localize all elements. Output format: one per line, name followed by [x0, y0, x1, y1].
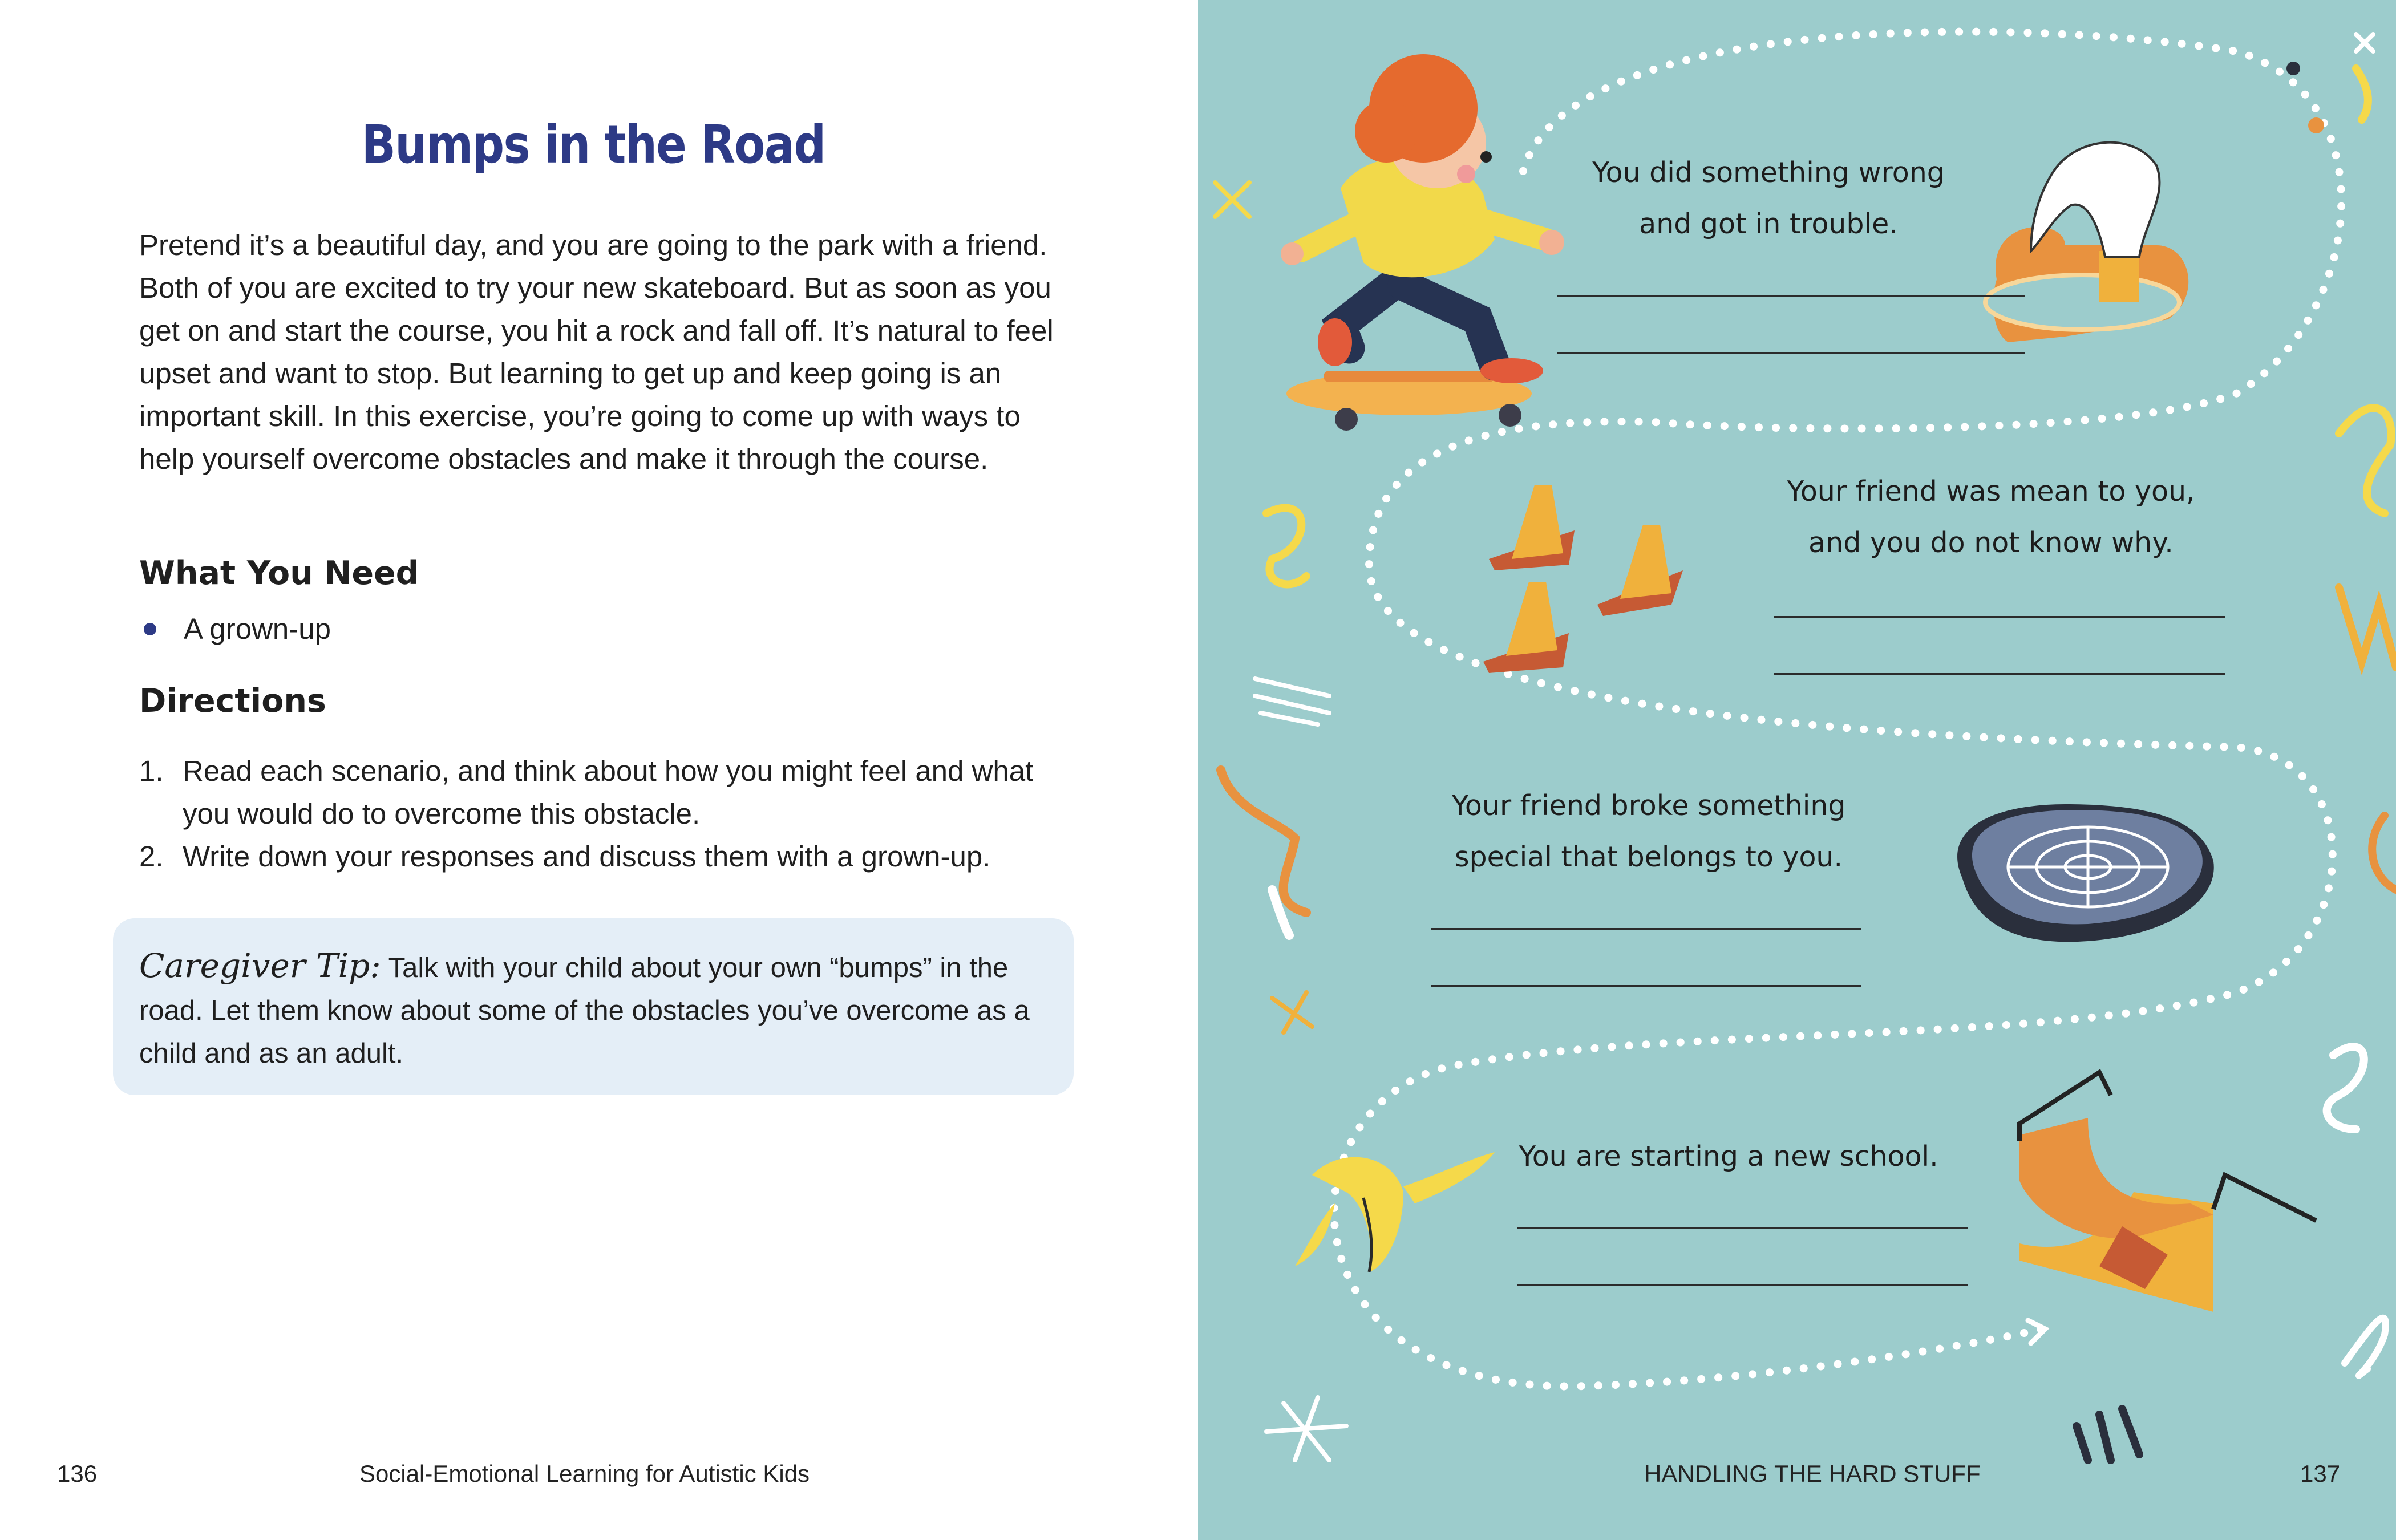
scenario-3 [1426, 780, 1871, 883]
answer-line[interactable] [1431, 985, 1861, 987]
book-title-footer: Social-Emotional Learning for Autistic Kids [359, 1460, 810, 1487]
dot-icon [2308, 117, 2324, 133]
zigzag-icon [2339, 587, 2396, 667]
traffic-cones-icon [1483, 485, 1683, 673]
dot-icon [2286, 62, 2300, 75]
need-item-text: A grown-up [184, 613, 331, 645]
answer-line[interactable] [1774, 673, 2225, 675]
answer-line[interactable] [1431, 928, 1861, 930]
answer-line[interactable] [1774, 616, 2225, 618]
directions-heading: Directions [139, 682, 326, 720]
scenario-1-line-2: and got in trouble. [1639, 208, 1898, 240]
banana-peel-icon [1295, 1152, 1495, 1272]
what-you-need-heading: What You Need [139, 554, 419, 592]
direction-number: 1. [139, 755, 164, 787]
scenario-1-line-1: You did something wrong [1592, 156, 1945, 189]
sparkle-icon [2356, 34, 2373, 51]
caregiver-tip-body: Talk with your child about your own “bumps” in the road. Let them know about some of the obstacles you’ve overcome as a child and as an adult. [139, 953, 1030, 1069]
direction-number: 2. [139, 840, 164, 873]
scenario-2-line-2: and you do not know why. [1808, 526, 2174, 559]
right-page [1198, 0, 2396, 1540]
scenario-3-line-2: special that belongs to you. [1454, 841, 1843, 873]
page-number-left: 136 [57, 1460, 98, 1487]
stroke-lines-icon [1255, 679, 1329, 724]
answer-line[interactable] [1517, 1284, 1968, 1286]
scenario-4 [1506, 1131, 1951, 1182]
bullet-icon [144, 623, 156, 635]
scenario-2 [1768, 466, 2213, 569]
stroke-lines-icon [2077, 1409, 2139, 1460]
squiggle-icon [2339, 408, 2391, 513]
loop-icon [2345, 1318, 2386, 1376]
sparkle-icon [1266, 1397, 1346, 1460]
scenario-3-line-1: Your friend broke something [1451, 789, 1846, 822]
directions-list [139, 749, 1075, 878]
answer-line[interactable] [1557, 352, 2025, 354]
intro-paragraph: Pretend it’s a beautiful day, and you are going to the park with a friend. Both of you are excited to try your new skateboard. But as soon as you get on and start the course, you hit a rock and fall off. It’s natural to feel upset and want to stop. But learning to get up and keep going is an important skill. In this exercise, you’re going to come up with ways to help yourself overcome obstacles and make it through the course. [139, 229, 1054, 475]
caregiver-tip-text [139, 945, 1052, 1075]
direction-text: Read each scenario, and think about how you might feel and what you would do to overcome this obstacle. [183, 755, 1034, 830]
squiggle-icon [1221, 770, 1306, 913]
loop-icon [2327, 1047, 2364, 1129]
page-title: Bumps in the Road [361, 114, 825, 175]
scenario-1 [1557, 147, 1980, 250]
direction-item [139, 749, 1075, 835]
squiggle-icon [1266, 508, 1306, 585]
path-arrowhead-icon [2028, 1320, 2045, 1343]
caregiver-tip-label: Caregiver Tip: [139, 946, 381, 985]
squiggle-icon [2356, 68, 2368, 120]
sparkle-icon [1215, 183, 1249, 217]
answer-line[interactable] [1557, 295, 2025, 297]
sparkle-icon [1272, 992, 1312, 1032]
need-list-item [139, 612, 331, 646]
caregiver-tip-box [113, 918, 1074, 1095]
squiggle-icon [2372, 816, 2396, 890]
child-on-skateboard-icon [1281, 54, 1564, 431]
scenario-2-line-1: Your friend was mean to you, [1787, 475, 2195, 508]
storm-drain-icon [1957, 804, 2214, 942]
answer-line[interactable] [1517, 1227, 1968, 1229]
section-title-footer: HANDLING THE HARD STUFF [1644, 1460, 1981, 1487]
direction-text: Write down your responses and discuss them with a grown-up. [183, 840, 991, 873]
direction-item [139, 835, 1075, 878]
skate-ramp-icon [2019, 1072, 2316, 1312]
scenario-4-line-1: You are starting a new school. [1519, 1140, 1938, 1173]
page-number-right: 137 [2300, 1460, 2341, 1487]
splashing-fountain-icon [1985, 143, 2188, 342]
